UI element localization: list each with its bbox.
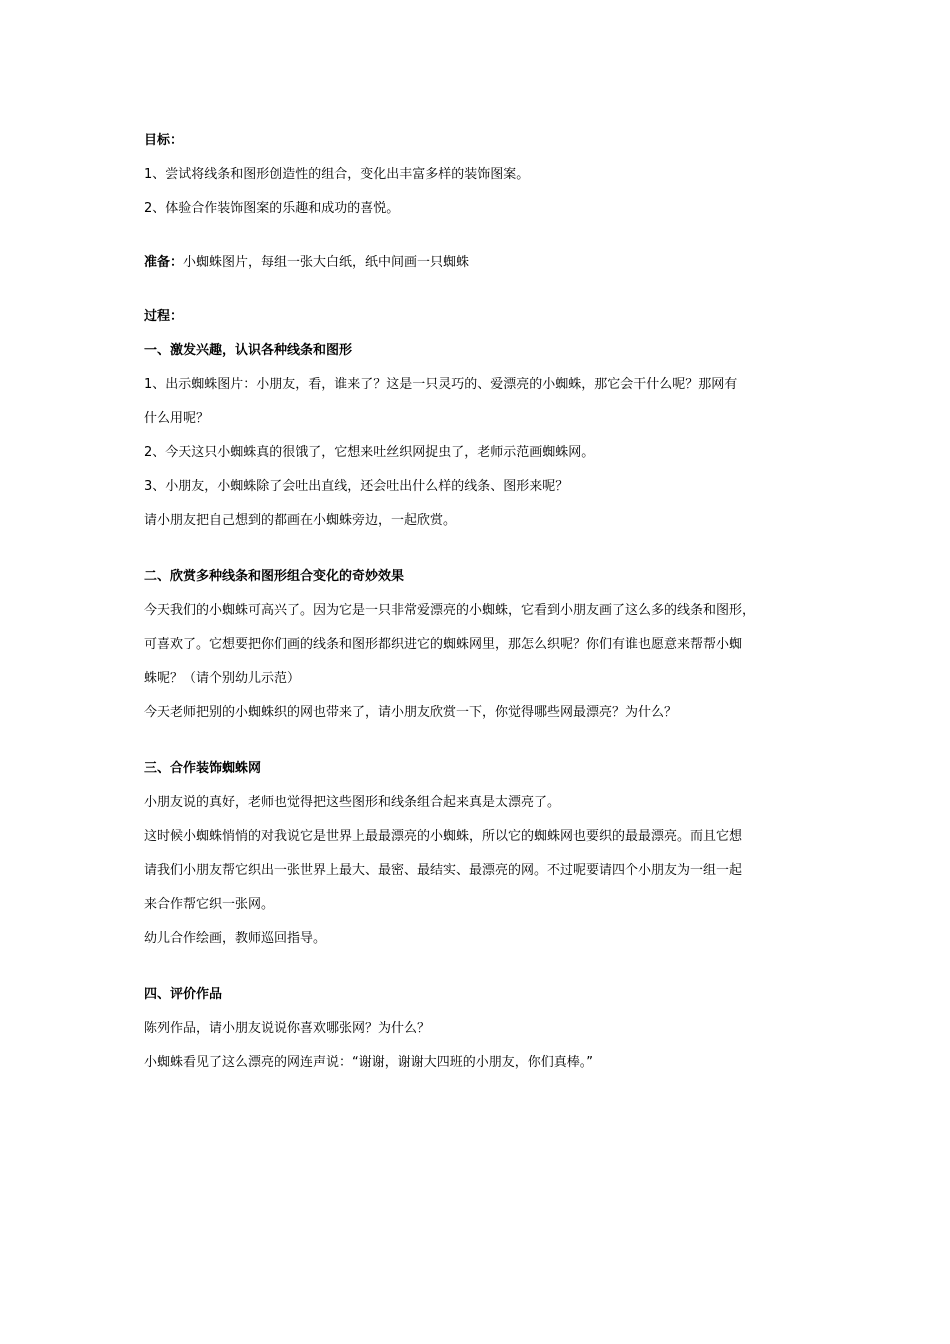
section-1-paragraph-4: 请小朋友把自己想到的都画在小蜘蛛旁边，一起欣赏。 <box>144 513 457 528</box>
section-4-paragraph-1: 陈列作品，请小朋友说说你喜欢哪张网？为什么？ <box>144 1021 431 1036</box>
spacer <box>144 226 824 246</box>
section-1-paragraph-2: 2、今天这只小蜘蛛真的很饿了，它想来吐丝织网捉虫了，老师示范画蜘蛛网。 <box>144 445 595 460</box>
section-1-paragraph-3: 3、小朋友，小蜘蛛除了会吐出直线，还会吐出什么样的线条、图形来呢？ <box>144 479 569 494</box>
section-4-paragraph-2: 小蜘蛛看见了这么漂亮的网连声说：“谢谢，谢谢大四班的小朋友，你们真棒。” <box>144 1055 593 1070</box>
document-body <box>144 124 824 1080</box>
section-3-paragraph-2-line-3: 来合作帮它织一张网。 <box>144 897 275 912</box>
section-3-heading: 三、合作装饰蜘蛛网 <box>144 761 262 776</box>
section-2-paragraph-2: 今天老师把别的小蜘蛛织的网也带来了，请小朋友欣赏一下，你觉得哪些网最漂亮？为什么？ <box>144 705 678 720</box>
process-heading: 过程： <box>144 309 184 324</box>
section-3-paragraph-3: 幼儿合作绘画，教师巡回指导。 <box>144 931 327 946</box>
prep-text: 小蜘蛛图片，每组一张大白纸，纸中间画一只蜘蛛 <box>183 255 470 270</box>
section-3-paragraph-1: 小朋友说的真好，老师也觉得把这些图形和线条组合起来真是太漂亮了。 <box>144 795 561 810</box>
goals-heading: 目标： <box>144 133 184 148</box>
section-2-heading: 二、欣赏多种线条和图形组合变化的奇妙效果 <box>144 569 405 584</box>
prep-label: 准备： <box>144 255 184 270</box>
spacer <box>144 280 824 300</box>
section-2-paragraph-1-line-3: 蛛呢？（请个别幼儿示范） <box>144 671 301 686</box>
section-3-paragraph-2-line-1: 这时候小蜘蛛悄悄的对我说它是世界上最最漂亮的小蜘蛛，所以它的蜘蛛网也要织的最最漂亮。而且它想 <box>144 829 743 844</box>
spacer <box>144 538 824 560</box>
section-3-paragraph-2-line-2: 请我们小朋友帮它织出一张世界上最大、最密、最结实、最漂亮的网。不过呢要请四个小朋友为一组一起 <box>144 863 743 878</box>
section-1-heading: 一、激发兴趣，认识各种线条和图形 <box>144 343 353 358</box>
section-1-paragraph-1-line-1: 1、出示蜘蛛图片：小朋友，看，谁来了？这是一只灵巧的、爱漂亮的小蜘蛛，那它会干什么呢？那网有 <box>144 377 738 392</box>
spacer <box>144 956 824 978</box>
section-1-paragraph-1-line-2: 什么用呢？ <box>144 411 210 426</box>
spacer <box>144 730 824 752</box>
prep-paragraph <box>144 246 824 280</box>
section-4-heading: 四、评价作品 <box>144 987 223 1002</box>
section-2-paragraph-1-line-2: 可喜欢了。它想要把你们画的线条和图形都织进它的蜘蛛网里，那怎么织呢？你们有谁也愿意来帮帮小蜘 <box>144 637 743 652</box>
section-2-paragraph-1-line-1: 今天我们的小蜘蛛可高兴了。因为它是一只非常爱漂亮的小蜘蛛，它看到小朋友画了这么多的线条和图形， <box>144 603 756 618</box>
goal-item-1: 1、尝试将线条和图形创造性的组合，变化出丰富多样的装饰图案。 <box>144 167 530 182</box>
goal-item-2: 2、体验合作装饰图案的乐趣和成功的喜悦。 <box>144 201 400 216</box>
